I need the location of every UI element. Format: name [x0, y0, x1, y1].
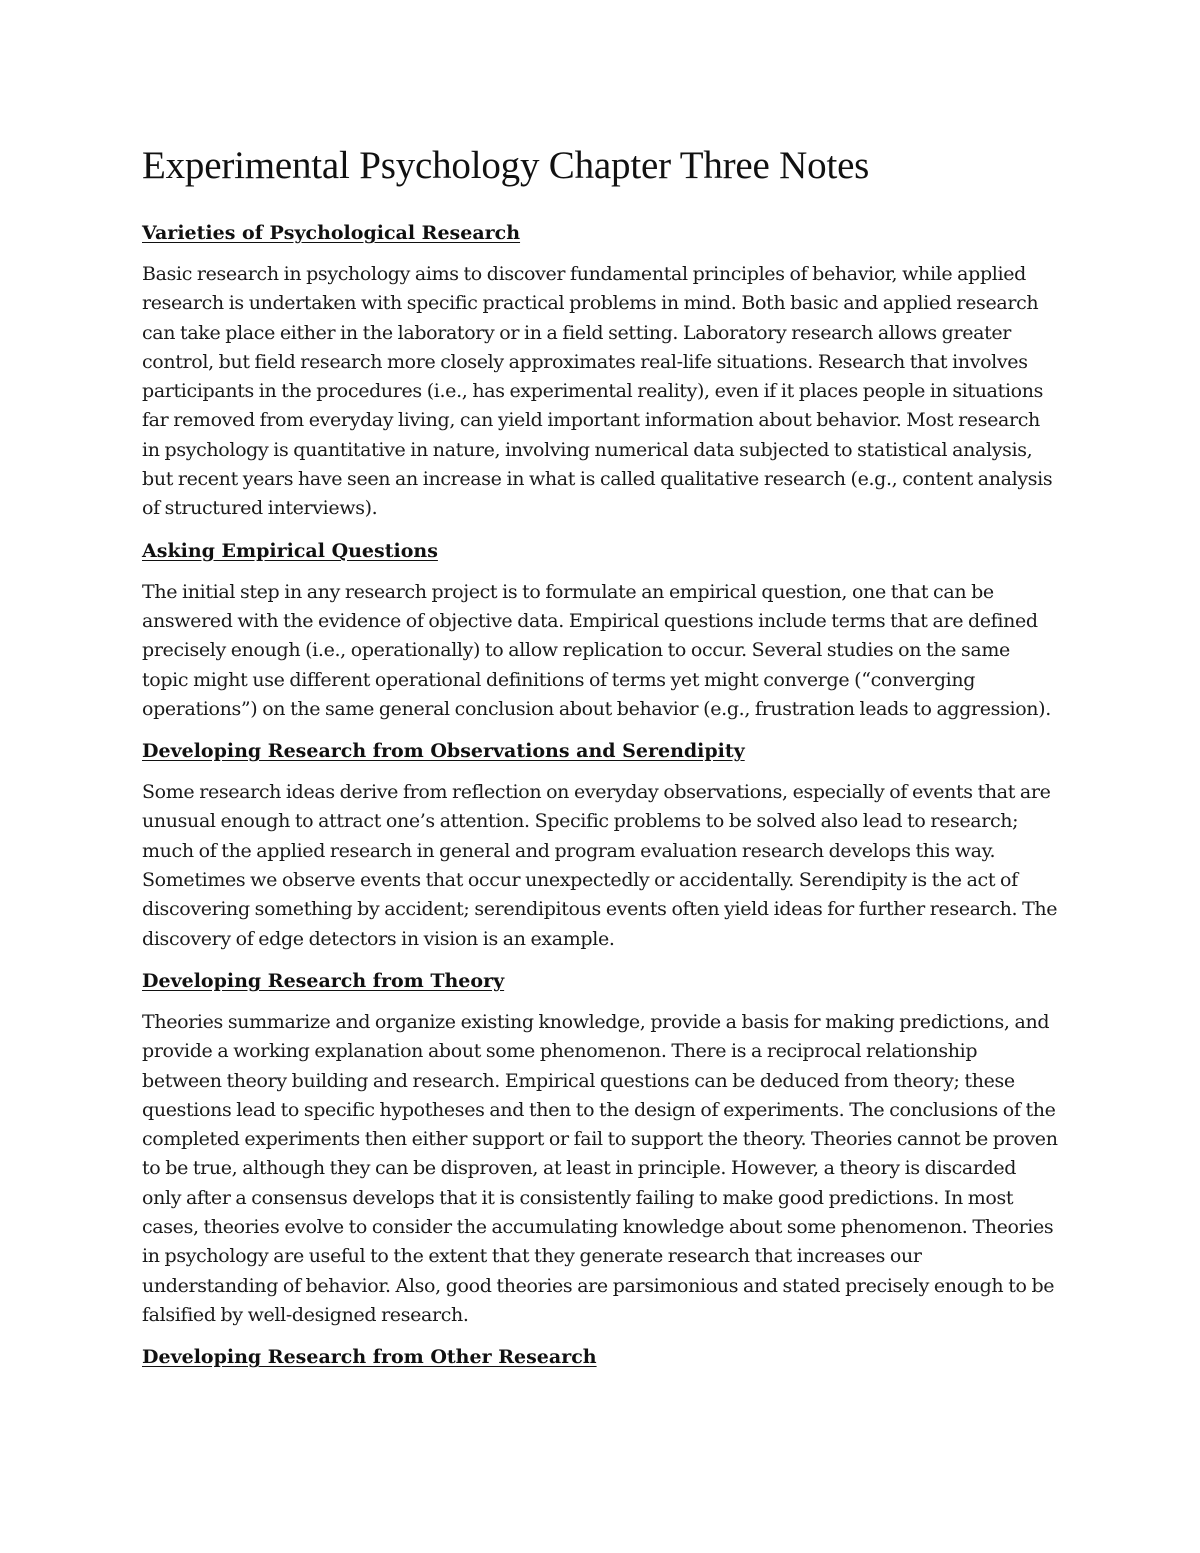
section-paragraph: The initial step in any research project is to formulate an empirical question, one that can be answered with the evidence of objective data. Empirical questions include terms that are defined precisely enough (i.e., operationally) to allow replication to occur. Several studies on the same topic might use different operational definitions of terms yet might converge (“converging operations”) on the same general conclusion about behavior (e.g., frustration leads to aggression).	[142, 580, 1051, 720]
section-observations-serendipity	[142, 736, 1060, 954]
section-heading: Developing Research from Theory	[142, 969, 505, 992]
section-heading: Varieties of Psychological Research	[142, 222, 521, 244]
section-other-research	[142, 1342, 1060, 1372]
section-heading: Developing Research from Observations and Serendipity	[142, 740, 745, 763]
document-title: Experimental Psychology Chapter Three Notes	[142, 144, 870, 187]
section-varieties	[142, 218, 1060, 524]
section-empirical-questions	[142, 536, 1060, 724]
section-heading: Asking Empirical Questions	[142, 539, 438, 562]
section-paragraph: Basic research in psychology aims to discover fundamental principles of behavior, while applied research is undertaken with specific practical problems in mind. Both basic and applied research can take place either in the laboratory or in a field setting. Laboratory research allows greater control, but field research more closely approximates real-life situations. Research that involves participants in the procedures (i.e., has experimental reality), even if it places people in situations far removed from everyday living, can yield important information about behavior. Most research in psychology is quantitative in nature, involving numerical data subjected to statistical analysis, but recent years have seen an increase in what is called qualitative research (e.g., content analysis of structured interviews).	[142, 263, 1053, 520]
section-paragraph: Some research ideas derive from reflection on everyday observations, especially of events that are unusual enough to attract one’s attention. Specific problems to be solved also lead to research; much of the applied research in general and program evaluation research develops this way. Sometimes we observe events that occur unexpectedly or accidentally. Serendipity is the act of discovering something by accident; serendipitous events often yield ideas for further research. The discovery of edge detectors in vision is an example.	[142, 781, 1058, 950]
section-heading: Developing Research from Other Research	[142, 1346, 597, 1369]
document-page	[142, 138, 1060, 1384]
section-paragraph: Theories summarize and organize existing knowledge, provide a basis for making predictions, and provide a working explanation about some phenomenon. There is a reciprocal relationship between theory building and research. Empirical questions can be deduced from theory; these questions lead to specific hypotheses and then to the design of experiments. The conclusions of the completed experiments then either support or fail to support the theory. Theories cannot be proven to be true, although they can be disproven, at least in principle. However, a theory is discarded only after a consensus develops that it is consistently failing to make good predictions. In most cases, theories evolve to consider the accumulating knowledge about some phenomenon. Theories in psychology are useful to the extent that they generate research that increases our understanding of behavior. Also, good theories are parsimonious and stated precisely enough to be falsified by well-designed research.	[142, 1010, 1058, 1326]
section-theory	[142, 966, 1060, 1330]
